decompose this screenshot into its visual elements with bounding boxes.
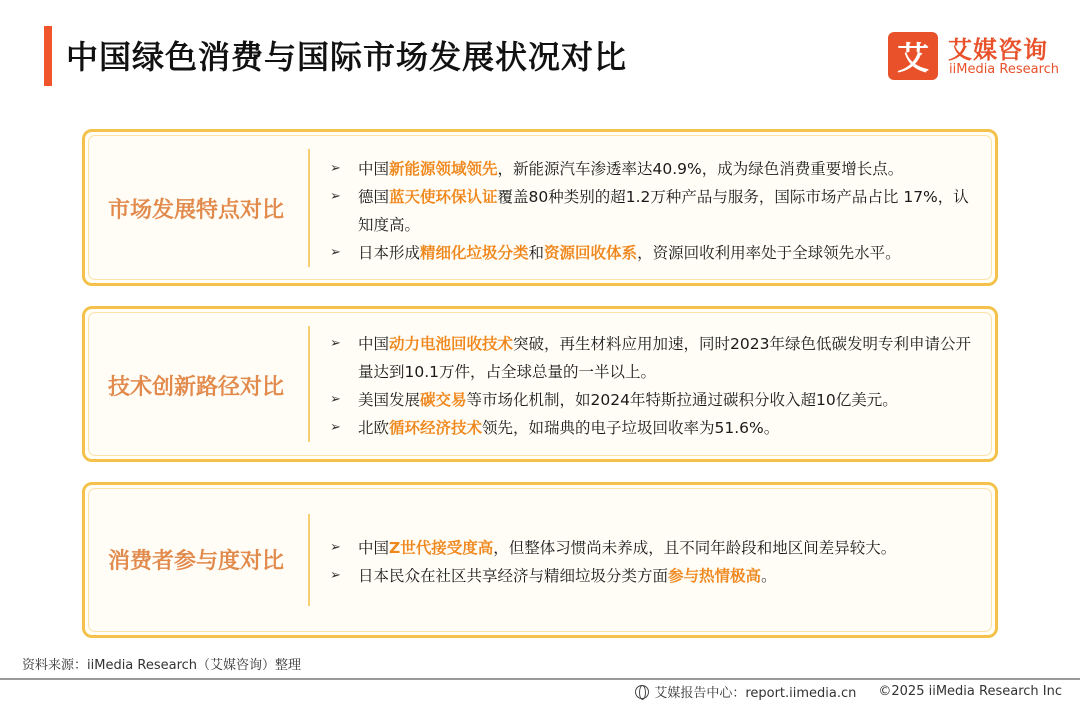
highlight-text: 参与热情极高 bbox=[668, 567, 762, 585]
page-title: 中国绿色消费与国际市场发展状况对比 bbox=[66, 38, 628, 76]
footer bbox=[635, 682, 1062, 701]
bullet-text: 和 bbox=[528, 244, 545, 262]
highlight-text: Z世代接受度高 bbox=[389, 539, 494, 557]
logo-chinese-name: 艾媒咨询 bbox=[948, 36, 1048, 64]
arrow-bullet-icon: ➢ bbox=[330, 540, 341, 555]
bullet-text: 德国 bbox=[358, 188, 390, 206]
bullet-text: 突破，再生材料应用加速，同时2023年绿色低碳发明专利申请公开量达到10.1万件，占全球总量的一半以上。 bbox=[358, 335, 971, 381]
bullet-item bbox=[330, 534, 978, 562]
source-note: 资料来源：iiMedia Research（艾媒咨询）整理 bbox=[22, 658, 302, 673]
bullet-text: 。 bbox=[761, 567, 777, 585]
bullet-text: 等市场化机制，如2024年特斯拉通过碳积分收入超10亿美元。 bbox=[466, 391, 898, 409]
bullet-list bbox=[330, 534, 978, 590]
bullet-text: 中国 bbox=[358, 160, 390, 178]
bullet-text: 美国发展 bbox=[358, 391, 421, 409]
panel-tech-innovation bbox=[82, 306, 998, 462]
bullet-item bbox=[330, 414, 978, 442]
bullet-text: 日本形成 bbox=[358, 244, 421, 262]
panel-label: 市场发展特点对比 bbox=[107, 198, 284, 223]
bullet-text: 覆盖80种类别的超1.2万种产品与服务，国际市场产品占比 17%，认知度高。 bbox=[358, 188, 969, 234]
logo-english-name: iiMedia Research bbox=[949, 62, 1060, 77]
highlight-text: 精细化垃圾分类 bbox=[420, 244, 529, 262]
panel-divider bbox=[308, 149, 310, 267]
arrow-bullet-icon: ➢ bbox=[330, 392, 341, 407]
bullet-text: ，但整体习惯尚未养成，且不同年龄段和地区间差异较大。 bbox=[493, 539, 897, 557]
bullet-item bbox=[330, 239, 978, 267]
bullet-item bbox=[330, 330, 978, 386]
panel-divider bbox=[308, 326, 310, 442]
arrow-bullet-icon: ➢ bbox=[330, 336, 341, 351]
bullet-item bbox=[330, 386, 978, 414]
bullet-item bbox=[330, 155, 978, 183]
bullet-text: 领先，如瑞典的电子垃圾回收率为51.6%。 bbox=[482, 419, 780, 437]
highlight-text: 蓝天使环保认证 bbox=[389, 188, 498, 206]
arrow-bullet-icon: ➢ bbox=[330, 189, 341, 204]
globe-icon bbox=[635, 685, 649, 699]
footer-divider bbox=[0, 678, 1080, 680]
highlight-text: 循环经济技术 bbox=[389, 419, 483, 437]
highlight-text: 动力电池回收技术 bbox=[389, 335, 514, 353]
highlight-text: 碳交易 bbox=[420, 391, 467, 409]
arrow-bullet-icon: ➢ bbox=[330, 420, 341, 435]
brand-logo bbox=[888, 32, 1063, 80]
bullet-text: 日本民众在社区共享经济与精细垃圾分类方面 bbox=[358, 567, 669, 585]
bullet-text: 中国 bbox=[358, 335, 390, 353]
bullet-text: 中国 bbox=[358, 539, 390, 557]
arrow-bullet-icon: ➢ bbox=[330, 568, 341, 583]
panel-consumer-participation bbox=[82, 482, 998, 638]
highlight-text: 资源回收体系 bbox=[544, 244, 638, 262]
title-accent-bar bbox=[44, 26, 52, 86]
logo-mark-icon: 艾 bbox=[888, 32, 938, 80]
report-center-link[interactable]: 艾媒报告中心：report.iimedia.cn bbox=[654, 686, 857, 701]
panel-divider bbox=[308, 514, 310, 606]
copyright-text: ©2025 iiMedia Research Inc bbox=[878, 684, 1062, 699]
bullet-item bbox=[330, 562, 978, 590]
arrow-bullet-icon: ➢ bbox=[330, 245, 341, 260]
bullet-list bbox=[330, 155, 978, 267]
panel-label: 消费者参与度对比 bbox=[107, 549, 284, 574]
arrow-bullet-icon: ➢ bbox=[330, 161, 341, 176]
bullet-text: 北欧 bbox=[358, 419, 390, 437]
bullet-text: ，资源回收利用率处于全球领先水平。 bbox=[637, 244, 901, 262]
panel-label: 技术创新路径对比 bbox=[107, 375, 284, 400]
bullet-text: ，新能源汽车渗透率达40.9%，成为绿色消费重要增长点。 bbox=[497, 160, 904, 178]
bullet-item bbox=[330, 183, 978, 239]
panel-market-development bbox=[82, 129, 998, 286]
highlight-text: 新能源领域领先 bbox=[389, 160, 498, 178]
bullet-list bbox=[330, 330, 978, 442]
